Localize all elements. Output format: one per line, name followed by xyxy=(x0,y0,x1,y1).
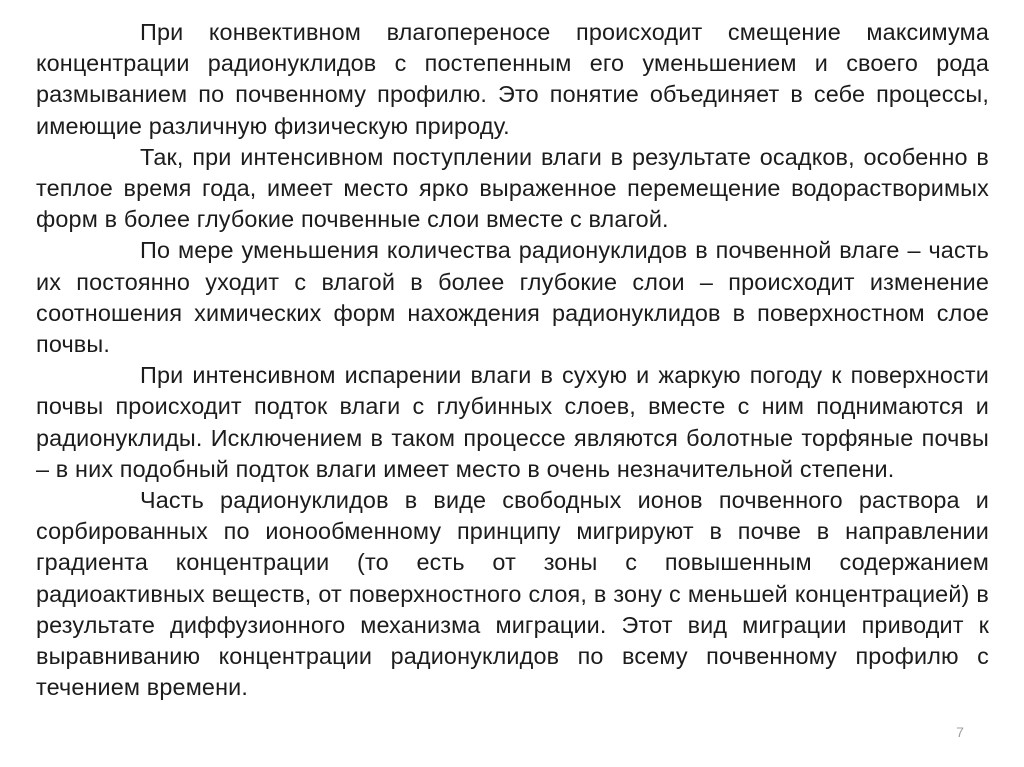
page-number: 7 xyxy=(956,724,964,740)
paragraph-precipitation: Так, при интенсивном поступлении влаги в результате осадков, особенно в теплое время года, имеет место ярко выраженное перемещение водорастворимых форм в более глубокие почвенные слои вместе с влагой. xyxy=(36,143,989,233)
paragraph-evaporation: При интенсивном испарении влаги в сухую и жаркую погоду к поверхности почвы происходит подток влаги с глубинных слоев, вместе с ним поднимаются и радионуклиды. Исключением в таком процессе являются болотные торфяные почвы – в них подобный подток влаги имеет место в очень незначительной степени. xyxy=(36,362,989,482)
paragraph-concentration-decrease: По мере уменьшения количества радионуклидов в почвенной влаге – часть их постоянно уходит с влагой в более глубокие слои – происходит изменение соотношения химических форм нахождения радионуклидов в поверхностном слое почвы. xyxy=(36,237,989,358)
slide-body-text xyxy=(36,17,989,703)
paragraph-convective-transfer: При конвективном влагопереносе происходит смещение максимума концентрации радионуклидов с постепенным его уменьшением и своего рода размыванием по почвенному профилю. Это понятие объединяет в себе процессы, имеющие различную физическую природу. xyxy=(36,19,989,139)
paragraph-diffusion: Часть радионуклидов в виде свободных ионов почвенного раствора и сорбированных по ионообменному принципу мигрируют в почве в направлении градиента концентрации (то есть от зоны с повышенным содержанием радиоактивных веществ, от поверхностного слоя, в зону с меньшей концентрацией) в результате диффузионного механизма миграции. Этот вид миграции приводит к выравниванию концентрации радионуклидов по всему почвенному профилю с течением времени. xyxy=(36,487,989,701)
